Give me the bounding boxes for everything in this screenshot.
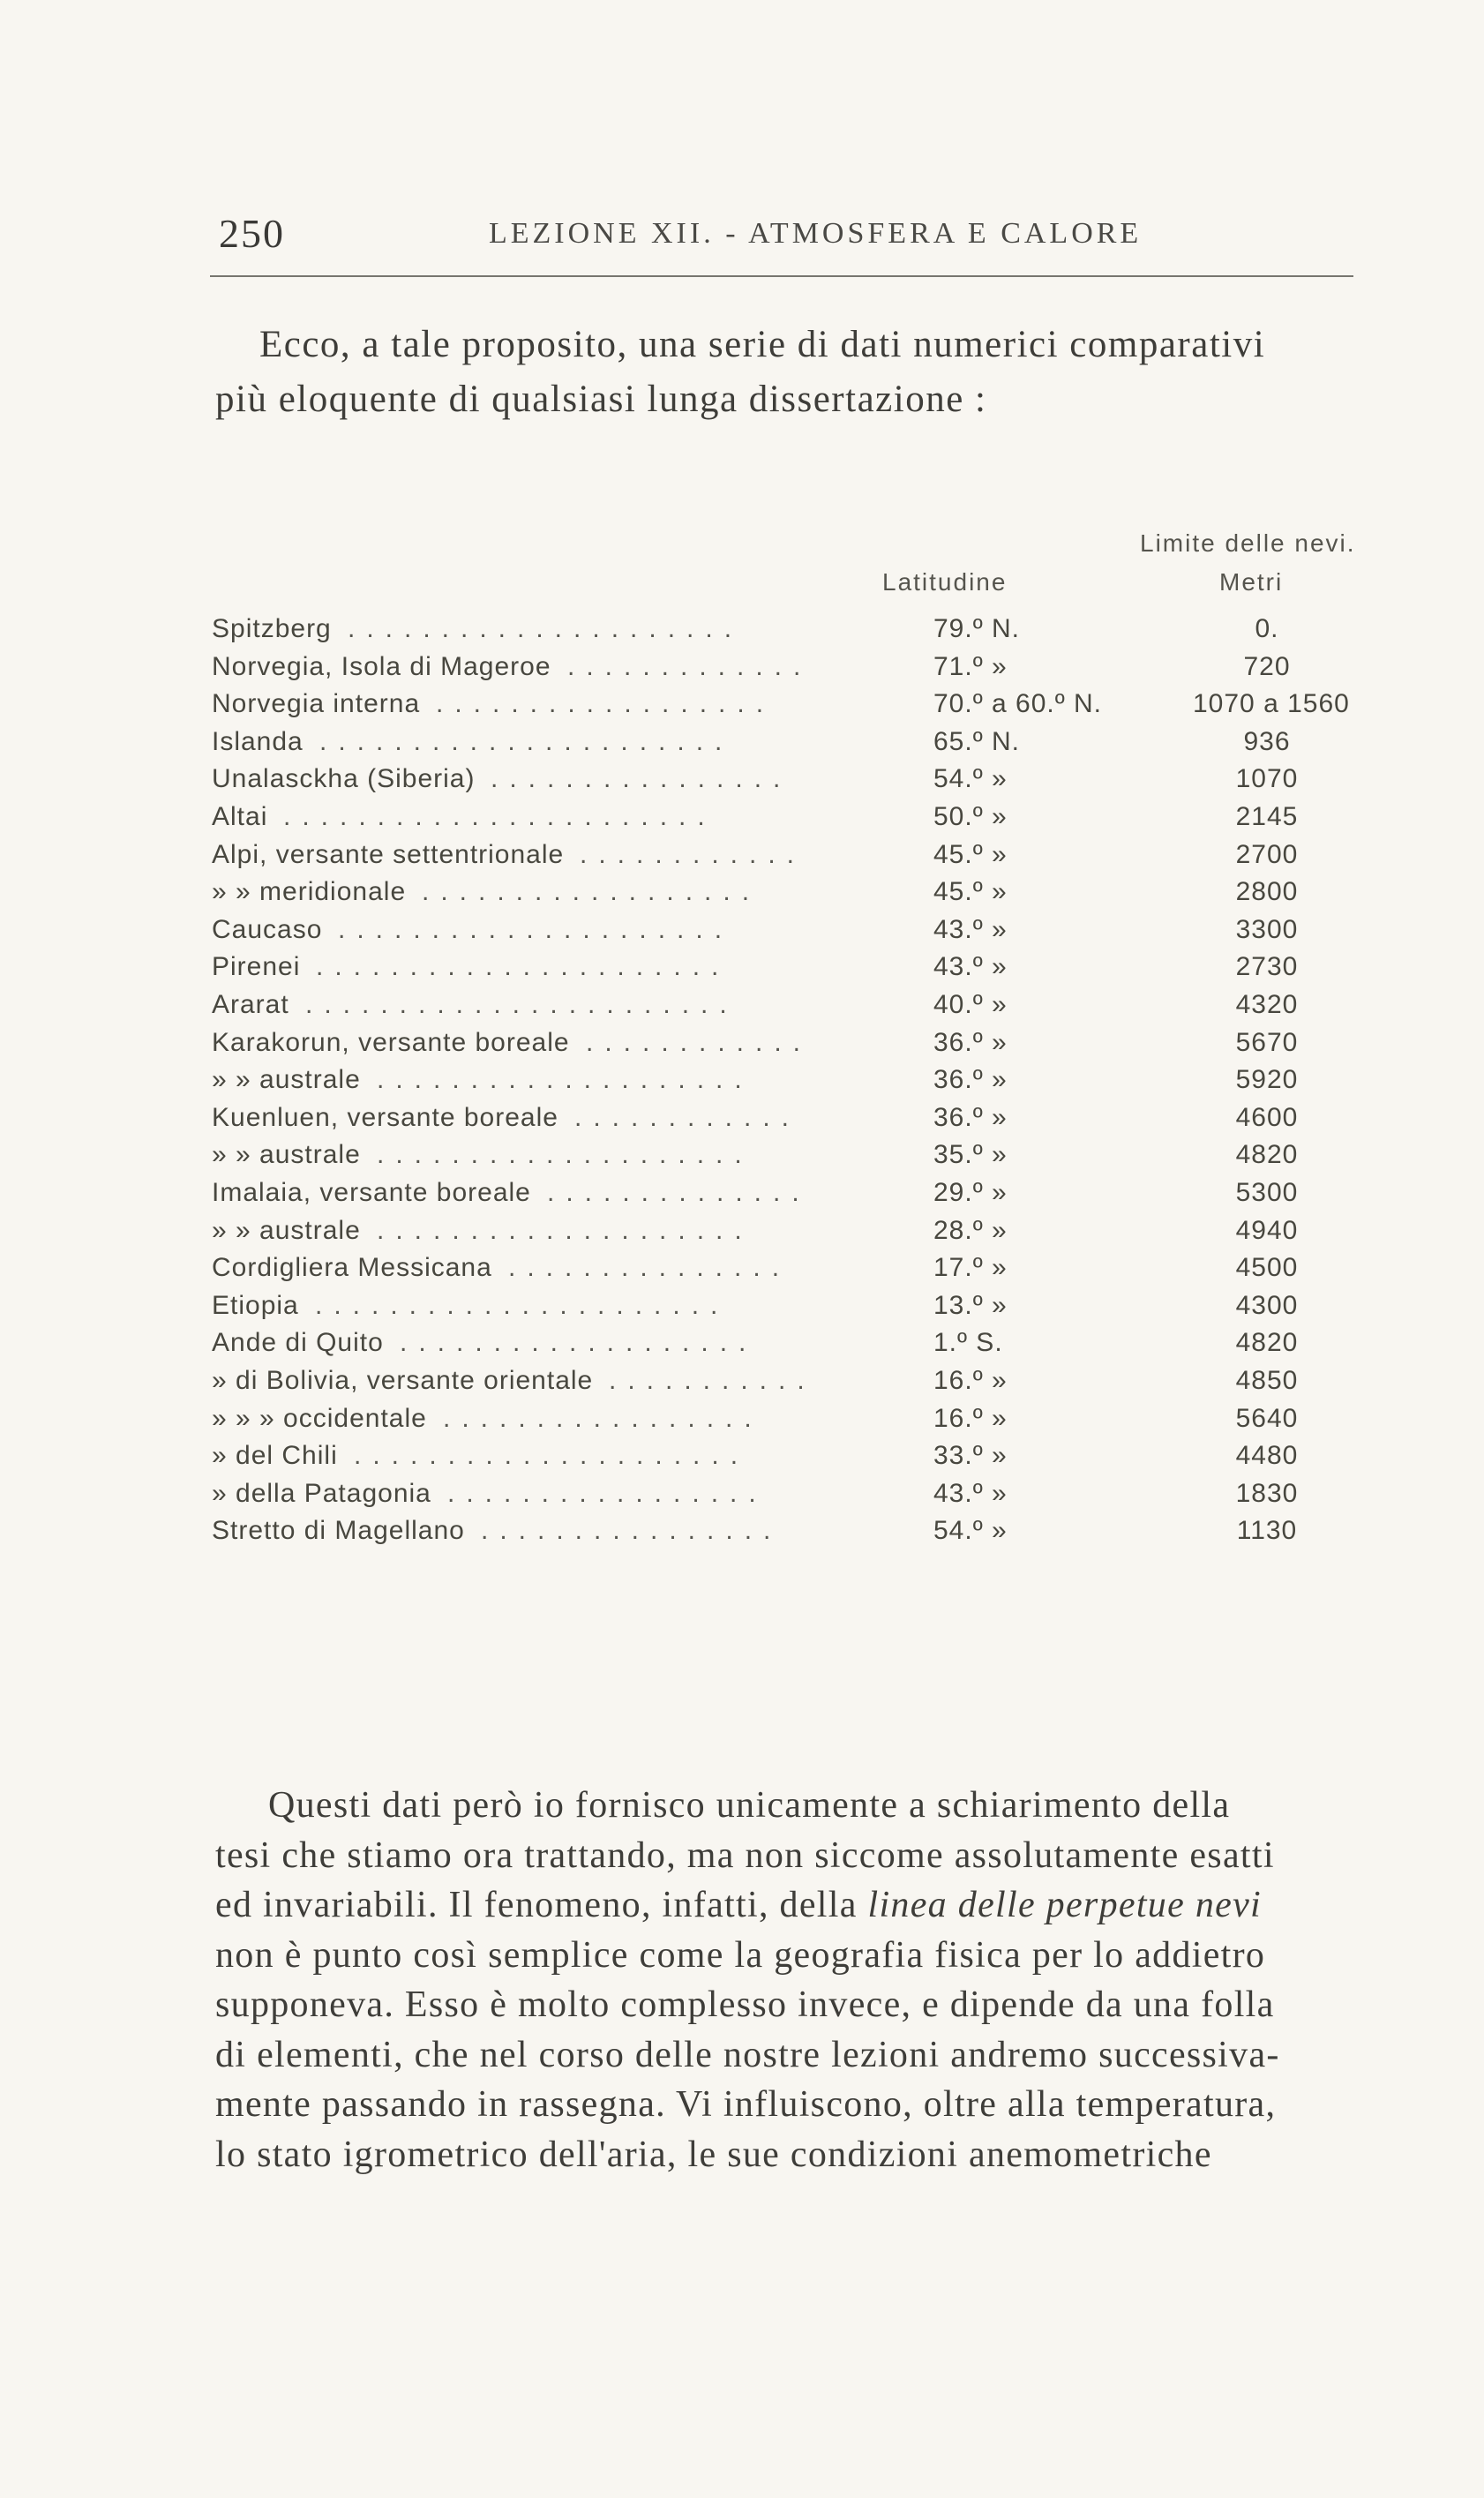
place-name: Etiopia	[212, 1290, 299, 1320]
place-name: Norvegia, Isola di Mageroe	[212, 651, 551, 681]
header-rule	[210, 275, 1353, 277]
running-header	[219, 210, 1357, 263]
table-row	[212, 1024, 1403, 1061]
latitude-cell: 50.º »	[933, 802, 1008, 831]
dot-leaders: .....................	[338, 914, 734, 944]
dot-leaders: .......................	[283, 802, 716, 831]
snow-limit-meters-cell: 936	[1243, 726, 1291, 756]
table-row	[212, 1400, 1403, 1437]
latitude-cell: 28.º »	[933, 1215, 1008, 1245]
table-row	[212, 1249, 1403, 1287]
latitude-cell: 45.º »	[933, 877, 1008, 907]
intro-line: Ecco, a tale proposito, una serie di dati numerici comparativi	[259, 324, 1266, 365]
body-line: Questi dati però io fornisco unicamente a schiarimento della	[268, 1785, 1231, 1826]
dot-leaders: ...............	[508, 1253, 791, 1283]
snow-limit-meters-cell: 4820	[1235, 1140, 1299, 1170]
body-line: di elementi, che nel corso delle nostre lezioni andremo successiva-	[215, 2034, 1280, 2075]
dot-leaders: ....................	[377, 1215, 753, 1245]
body-line: lo stato igrometrico dell'aria, le sue condizioni anemometriche	[215, 2134, 1212, 2175]
dot-leaders: .............	[567, 651, 813, 681]
dot-leaders: .................	[447, 1478, 768, 1508]
latitude-cell: 43.º »	[933, 914, 1008, 944]
place-name: Ararat	[212, 990, 289, 1019]
snow-limit-meters-cell: 5300	[1235, 1178, 1299, 1207]
snow-limit-meters-cell: 1070	[1235, 764, 1299, 794]
snow-limit-meters-cell: 2730	[1235, 952, 1299, 982]
dot-leaders: ..................	[436, 689, 776, 719]
dot-leaders: .....................	[348, 614, 744, 643]
place-name: Norvegia interna	[212, 689, 421, 719]
snow-limit-meters-cell: 4500	[1235, 1253, 1299, 1283]
latitude-cell: 71.º »	[933, 651, 1008, 681]
dot-leaders: ............	[586, 1027, 813, 1057]
table-row	[212, 1512, 1403, 1549]
place-name: Islanda	[212, 726, 304, 756]
body-line: non è punto così semplice come la geografia fisica per lo addietro	[215, 1934, 1266, 1976]
latitude-cell: 65.º N.	[933, 726, 1020, 756]
table-row	[212, 611, 1403, 648]
place-name: » » australe	[212, 1140, 361, 1170]
table-row	[212, 799, 1403, 836]
latitude-cell: 29.º »	[933, 1178, 1008, 1207]
place-name: Stretto di Magellano	[212, 1516, 465, 1546]
latitude-cell: 43.º »	[933, 1478, 1008, 1508]
place-name: » » » occidentale	[212, 1403, 427, 1433]
snow-limit-meters-cell: 2700	[1235, 839, 1299, 869]
emphasized-term: linea delle perpetue nevi	[867, 1885, 1262, 1925]
latitude-cell: 13.º »	[933, 1290, 1008, 1320]
table-row	[212, 874, 1403, 911]
place-name: Unalasckha (Siberia)	[212, 764, 476, 794]
intro-paragraph	[215, 318, 1389, 427]
table-row	[212, 1287, 1403, 1324]
snow-limit-meters-cell: 5920	[1235, 1065, 1299, 1095]
snow-line-table	[212, 529, 1403, 1546]
place-name: » di Bolivia, versante orientale	[212, 1366, 594, 1395]
snow-limit-meters-cell: 5640	[1235, 1403, 1299, 1433]
place-name: » » australe	[212, 1065, 361, 1095]
latitude-cell: 43.º »	[933, 952, 1008, 982]
dot-leaders: ..............	[547, 1178, 811, 1207]
latitude-cell: 36.º »	[933, 1102, 1008, 1132]
latitude-cell: 54.º »	[933, 1516, 1008, 1546]
body-paragraph	[215, 1781, 1380, 2179]
snow-limit-meters-cell: 1830	[1235, 1478, 1299, 1508]
body-line: tesi che stiamo ora trattando, ma non siccome assolutamente esatti	[215, 1834, 1275, 1876]
table-row	[212, 949, 1403, 986]
body-line: supponeva. Esso è molto complesso invece, e dipende da una folla	[215, 1984, 1275, 2025]
intro-line: più eloquente di qualsiasi lunga dissertazione :	[215, 379, 987, 420]
column-header-meters: Metri	[1219, 568, 1284, 596]
dot-leaders: .......................	[305, 990, 738, 1019]
snow-limit-meters-cell: 4480	[1235, 1441, 1299, 1471]
place-name: » » meridionale	[212, 877, 407, 907]
latitude-cell: 33.º »	[933, 1441, 1008, 1471]
snow-limit-meters-cell: 2800	[1235, 877, 1299, 907]
latitude-cell: 17.º »	[933, 1253, 1008, 1283]
dot-leaders: ...........	[609, 1366, 816, 1395]
snow-limit-meters-cell: 4940	[1235, 1215, 1299, 1245]
snow-limit-meters-cell: 4300	[1235, 1290, 1299, 1320]
dot-leaders: ................	[491, 764, 792, 794]
place-name: » » australe	[212, 1215, 361, 1245]
place-name: Pirenei	[212, 952, 301, 982]
dot-leaders: ............	[580, 839, 806, 869]
snow-limit-meters-cell: 4320	[1235, 990, 1299, 1019]
dot-leaders: .....................	[354, 1441, 750, 1471]
body-line: mente passando in rassegna. Vi influiscono, oltre alla temperatura,	[215, 2084, 1277, 2125]
dot-leaders: .................	[443, 1403, 763, 1433]
latitude-cell: 70.º a 60.º N.	[933, 689, 1103, 719]
dot-leaders: ....................	[377, 1065, 753, 1095]
table-row	[212, 1324, 1403, 1362]
place-name: » della Patagonia	[212, 1478, 431, 1508]
snow-limit-meters-cell: 4600	[1235, 1102, 1299, 1132]
place-name: Spitzberg	[212, 614, 332, 643]
body-text-run: ed invariabili. Il fenomeno, infatti, della	[215, 1885, 868, 1925]
snow-limit-meters-cell: 720	[1243, 651, 1291, 681]
snow-limit-meters-cell: 5670	[1235, 1027, 1299, 1057]
snow-limit-meters-cell: 3300	[1235, 914, 1299, 944]
dot-leaders: ......................	[315, 1290, 730, 1320]
table-row	[212, 986, 1403, 1024]
page-number: 250	[219, 211, 285, 256]
dot-leaders: ......................	[319, 726, 734, 756]
place-name: Karakorun, versante boreale	[212, 1027, 570, 1057]
place-name: Cordigliera Messicana	[212, 1253, 492, 1283]
running-title: LEZIONE XII. - ATMOSFERA E CALORE	[489, 217, 1143, 250]
table-row	[212, 761, 1403, 798]
latitude-cell: 45.º »	[933, 839, 1008, 869]
table-row	[212, 686, 1403, 723]
table-row	[212, 724, 1403, 761]
latitude-cell: 40.º »	[933, 990, 1008, 1019]
place-name: Caucaso	[212, 914, 323, 944]
dot-leaders: ....................	[377, 1140, 753, 1170]
snow-limit-meters-cell: 2145	[1235, 802, 1299, 831]
latitude-cell: 54.º »	[933, 764, 1008, 794]
dot-leaders: ................	[481, 1516, 783, 1546]
dot-leaders: ............	[574, 1102, 801, 1132]
place-name: Kuenluen, versante boreale	[212, 1102, 558, 1132]
place-name: Ande di Quito	[212, 1328, 384, 1358]
snow-limit-meters-cell: 1130	[1236, 1516, 1298, 1546]
column-header-latitude: Latitudine	[882, 568, 1008, 596]
latitude-cell: 16.º »	[933, 1403, 1008, 1433]
table-row	[212, 1437, 1403, 1474]
dot-leaders: ......................	[316, 952, 731, 982]
table-row	[212, 1362, 1403, 1399]
column-header-snow-limit: Limite delle nevi.	[1140, 529, 1356, 557]
table-row	[212, 1061, 1403, 1099]
table-row	[212, 911, 1403, 949]
place-name: Imalaia, versante boreale	[212, 1178, 531, 1207]
table-row	[212, 836, 1403, 874]
body-line	[215, 1880, 1380, 1931]
latitude-cell: 16.º »	[933, 1366, 1008, 1395]
table-row	[212, 1136, 1403, 1174]
dot-leaders: ..................	[422, 877, 761, 907]
snow-limit-meters-cell: 4850	[1235, 1366, 1299, 1395]
place-name: Altai	[212, 802, 268, 831]
dot-leaders: ...................	[400, 1328, 758, 1358]
latitude-cell: 36.º »	[933, 1065, 1008, 1095]
place-name: Alpi, versante settentrionale	[212, 839, 565, 869]
table-row	[212, 649, 1403, 686]
table-row	[212, 1099, 1403, 1136]
table-row	[212, 1212, 1403, 1249]
snow-limit-meters-cell: 4820	[1235, 1328, 1299, 1358]
latitude-cell: 1.º S.	[933, 1328, 1003, 1358]
latitude-cell: 35.º »	[933, 1140, 1008, 1170]
snow-limit-meters-cell: 1070 a 1560	[1193, 689, 1350, 719]
place-name: » del Chili	[212, 1441, 338, 1471]
table-row	[212, 1475, 1403, 1512]
table-row	[212, 1174, 1403, 1211]
latitude-cell: 36.º »	[933, 1027, 1008, 1057]
snow-limit-meters-cell: 0.	[1255, 614, 1279, 643]
latitude-cell: 79.º N.	[933, 614, 1020, 643]
